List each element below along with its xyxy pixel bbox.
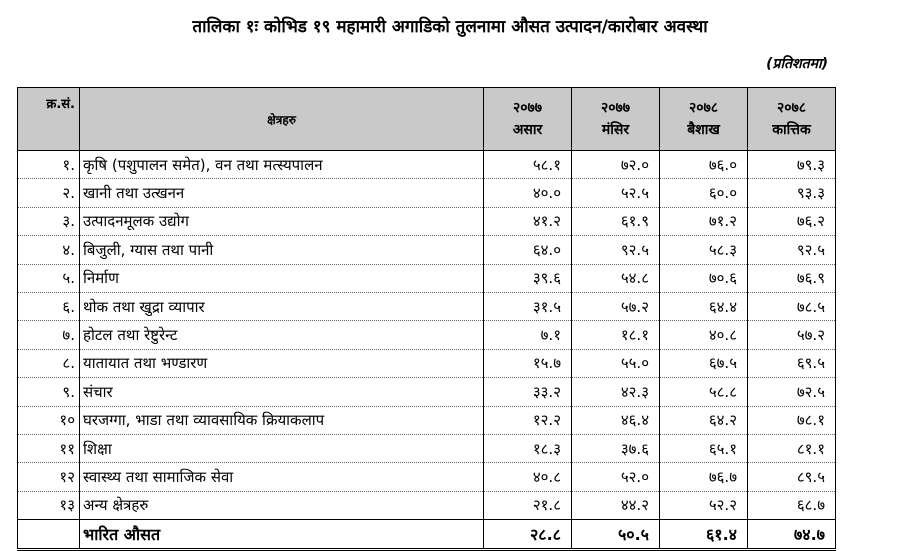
row-value: ५८.३ [660,236,748,264]
row-value: ६४.४ [660,292,748,320]
row-sector: खानी तथा उत्खनन [80,179,484,207]
header-col-2 [572,88,660,151]
header-sector: क्षेत्रहरु [80,88,484,151]
row-sector: होटल तथा रेष्टुरेन्ट [80,321,484,349]
row-value: ५७.२ [748,321,836,349]
row-value: ३३.२ [484,378,572,406]
row-value: ६५.१ [660,434,748,462]
row-value: ५२.५ [572,179,660,207]
row-value: ४६.४ [572,406,660,434]
row-value: ७८.५ [748,292,836,320]
table-row [18,236,836,264]
row-value: ४०.८ [660,321,748,349]
total-num-cell [18,520,80,550]
row-value: ७९.३ [748,151,836,179]
table-row [18,463,836,491]
row-num: १. [18,151,80,179]
total-value: ७४.७ [748,520,836,550]
row-value: ६९.५ [748,349,836,377]
table-row [18,151,836,179]
table-row [18,207,836,235]
row-value: ४१.२ [484,207,572,235]
row-value: ५२.० [572,463,660,491]
total-row [18,520,836,550]
row-value: ७६.२ [748,207,836,235]
row-value: ७.१ [484,321,572,349]
table-row [18,349,836,377]
table-row [18,179,836,207]
row-num: ५. [18,264,80,292]
row-value: ५४.८ [572,264,660,292]
row-num: ४. [18,236,80,264]
row-num: १३ [18,491,80,519]
row-sector: स्वास्थ्य तथा सामाजिक सेवा [80,463,484,491]
row-sector: संचार [80,378,484,406]
row-num: १० [18,406,80,434]
row-value: ६४.२ [660,406,748,434]
row-value: ३९.६ [484,264,572,292]
row-sector: अन्य क्षेत्रहरु [80,491,484,519]
header-month: कात्तिक [772,122,811,138]
row-value: ९३.३ [748,179,836,207]
row-value: ७१.२ [660,207,748,235]
row-value: ६१.९ [572,207,660,235]
row-value: ७२.० [572,151,660,179]
row-value: ९२.५ [748,236,836,264]
total-value: ५०.५ [572,520,660,550]
header-col-1 [484,88,572,151]
table-row [18,434,836,462]
row-value: ५७.२ [572,292,660,320]
total-label: भारित औसत [80,520,484,550]
row-value: ३७.६ [572,434,660,462]
table-row [18,321,836,349]
table-row [18,491,836,519]
row-num: ११ [18,434,80,462]
row-num: १२ [18,463,80,491]
row-value: ४४.२ [572,491,660,519]
row-sector: निर्माण [80,264,484,292]
total-value: ६१.४ [660,520,748,550]
row-value: ८१.१ [748,434,836,462]
header-num: क्र.सं. [18,88,80,151]
row-value: ७८.१ [748,406,836,434]
table-title: तालिका १ः कोभिड १९ महामारी अगाडिको तुलनामा औसत उत्पादन/कारोबार अवस्था [192,17,708,37]
row-value: ९२.५ [572,236,660,264]
header-month: असार [512,122,543,138]
row-value: १८.३ [484,434,572,462]
total-value: २८.८ [484,520,572,550]
row-value: ५२.२ [660,491,748,519]
header-month: मंसिर [601,122,630,138]
row-value: ६७.५ [660,349,748,377]
row-num: ७. [18,321,80,349]
row-value: १५.७ [484,349,572,377]
row-sector: घरजग्गा, भाडा तथा व्यावसायिक क्रियाकलाप [80,406,484,434]
row-value: ६०.० [660,179,748,207]
row-value: ४२.३ [572,378,660,406]
row-value: ४०.८ [484,463,572,491]
row-num: ६. [18,292,80,320]
row-value: ८९.५ [748,463,836,491]
header-year: २०७८ [776,100,807,116]
row-sector: बिजुली, ग्यास तथा पानी [80,236,484,264]
table-row [18,264,836,292]
row-value: ५८.१ [484,151,572,179]
row-num: ८. [18,349,80,377]
row-value: ५८.८ [660,378,748,406]
row-sector: कृषि (पशुपालन समेत), वन तथा मत्स्यपालन [80,151,484,179]
data-table [17,87,836,551]
header-col-4 [748,88,836,151]
table-row [18,406,836,434]
header-row [18,88,836,151]
row-value: ७६.७ [660,463,748,491]
header-month: बैशाख [687,122,720,138]
row-value: ४०.० [484,179,572,207]
row-value: ७२.५ [748,378,836,406]
row-value: ३१.५ [484,292,572,320]
row-value: १८.१ [572,321,660,349]
row-num: ३. [18,207,80,235]
row-sector: उत्पादनमूलक उद्योग [80,207,484,235]
row-num: ९. [18,378,80,406]
row-value: ६४.० [484,236,572,264]
header-col-3 [660,88,748,151]
header-year: २०७७ [512,100,543,116]
row-value: ७६.९ [748,264,836,292]
table-row [18,378,836,406]
row-value: ७६.० [660,151,748,179]
row-value: ५५.० [572,349,660,377]
header-year: २०७७ [600,100,631,116]
row-sector: थोक तथा खुद्रा व्यापार [80,292,484,320]
table-row [18,292,836,320]
unit-label: (प्रतिशतमा) [766,56,828,72]
row-num: २. [18,179,80,207]
row-value: २१.८ [484,491,572,519]
row-value: ७०.६ [660,264,748,292]
row-sector: शिक्षा [80,434,484,462]
header-year: २०७८ [688,100,719,116]
row-value: १२.२ [484,406,572,434]
row-sector: यातायात तथा भण्डारण [80,349,484,377]
row-value: ६८.७ [748,491,836,519]
